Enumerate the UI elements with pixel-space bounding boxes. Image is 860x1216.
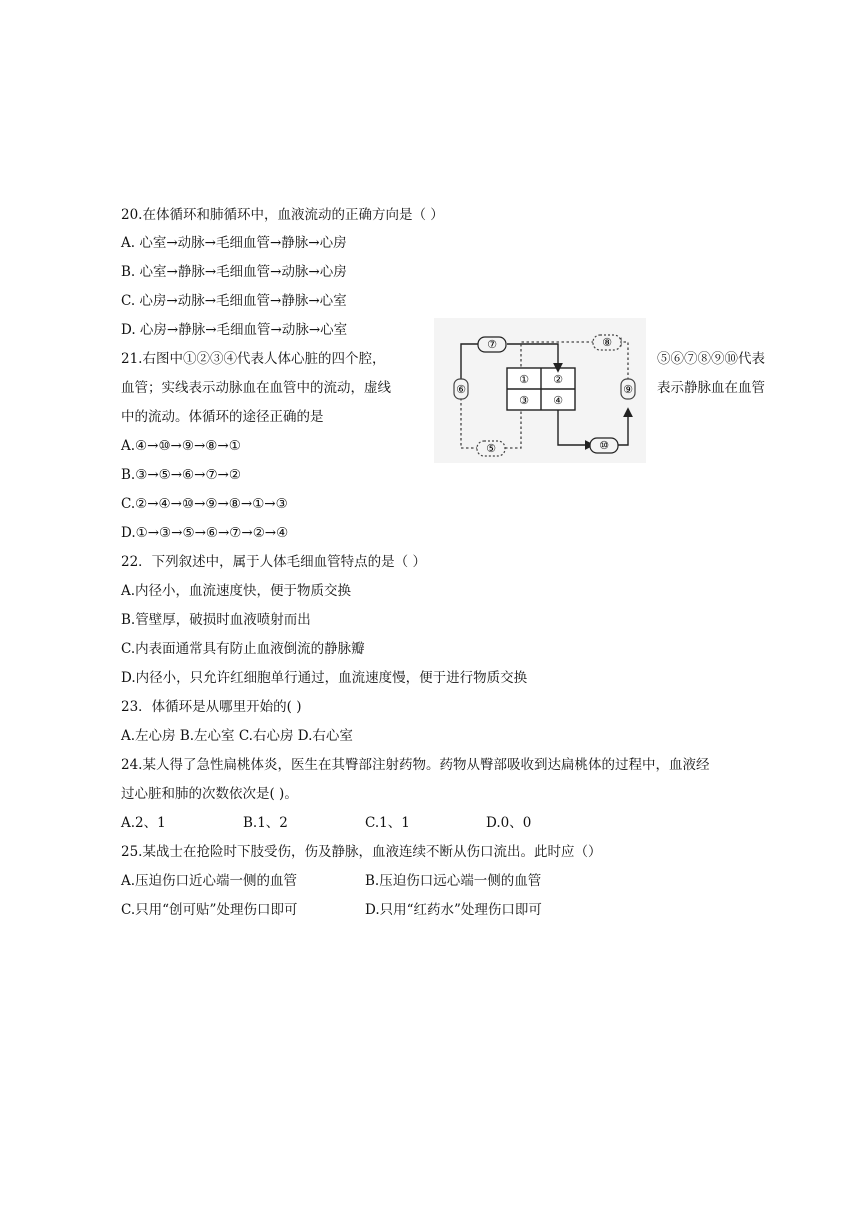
- q20-option-a: A. 心室→动脉→毛细血管→静脉→心房: [121, 235, 347, 251]
- q22-stem: 22．下列叙述中，属于人体毛细血管特点的是（ ）: [121, 554, 426, 570]
- vessel-10-label: ⑩: [599, 439, 609, 452]
- q21-stem-line2-right: 表示静脉血在血管: [657, 380, 765, 396]
- q24-stem-line2: 过心脏和肺的次数依次是( )。: [121, 786, 298, 802]
- vessel-4-to-10-solid: [558, 410, 592, 445]
- q22-option-d: D.内径小，只允许红细胞单行通过，血流速度慢，便于进行物质交换: [121, 670, 528, 686]
- q24-stem-line1: 24.某人得了急性扁桃体炎，医生在其臀部注射药物。药物从臀部吸收到达扁桃体的过程中，血液经: [121, 757, 710, 773]
- q25-option-c: C.只用“创可贴”处理伤口即可: [121, 902, 298, 918]
- q21-option-b: B.③→⑤→⑥→⑦→②: [121, 467, 241, 483]
- q23-stem: 23．体循环是从哪里开始的( ): [121, 699, 302, 715]
- q20-option-b: B. 心室→静脉→毛细血管→动脉→心房: [121, 264, 347, 280]
- chamber-4-label: ④: [553, 394, 563, 407]
- q20-option-c: C. 心房→动脉→毛细血管→静脉→心室: [121, 293, 347, 309]
- q21-option-a: A.④→⑩→⑨→⑧→①: [121, 438, 241, 454]
- q24-option-c: C.1、1: [365, 815, 410, 831]
- vessel-7-to-2-solid: [507, 344, 558, 370]
- vessel-7-label: ⑦: [487, 338, 497, 351]
- q25-stem: 25.某战士在抢险时下肢受伤，伤及静脉，血液连续不断从伤口流出。此时应（）: [121, 844, 602, 860]
- vessel-5-label: ⑤: [486, 442, 496, 455]
- circulation-diagram: [434, 318, 646, 463]
- circulation-diagram-svg: [434, 318, 646, 463]
- vessel-6-label: ⑥: [456, 383, 466, 396]
- q21-option-d: D.①→③→⑤→⑥→⑦→②→④: [121, 525, 289, 541]
- q21-stem-line1: 21.右图中①②③④代表人体心脏的四个腔，: [121, 351, 386, 367]
- q21-option-c: C.②→④→⑩→⑨→⑧→①→③: [121, 496, 288, 512]
- q21-stem-line2: 血管；实线表示动脉血在血管中的流动，虚线: [121, 380, 391, 396]
- q21-stem-line1-right: ⑤⑥⑦⑧⑨⑩代表: [657, 351, 765, 367]
- q21-stem-line3: 中的流动。体循环的途径正确的是: [121, 409, 324, 425]
- vessel-6-to-5-dashed: [461, 398, 477, 448]
- chamber-2-label: ②: [553, 373, 563, 386]
- q25-option-a: A.压迫伤口近心端一侧的血管: [121, 873, 298, 889]
- q20-stem: 20.在体循环和肺循环中，血液流动的正确方向是（ ）: [121, 207, 444, 223]
- q23-options: A.左心房 B.左心室 C.右心房 D.右心室: [121, 728, 353, 744]
- q22-option-a: A.内径小，血流速度快，便于物质交换: [121, 583, 352, 599]
- vessel-3-to-5-dashed: [500, 410, 521, 448]
- q25-option-d: D.只用“红药水”处理伤口即可: [365, 902, 542, 918]
- q24-option-a: A.2、1: [121, 815, 166, 831]
- chamber-1-label: ①: [519, 373, 529, 386]
- vessel-8-label: ⑧: [602, 336, 612, 349]
- vessel-9-label: ⑨: [623, 383, 633, 396]
- q20-option-d: D. 心房→静脉→毛细血管→动脉→心室: [121, 322, 348, 338]
- q24-option-b: B.1、2: [243, 815, 288, 831]
- q25-option-b: B.压迫伤口远心端一侧的血管: [365, 873, 542, 889]
- vessel-10-to-9-solid: [615, 410, 628, 445]
- chamber-3-label: ③: [519, 394, 529, 407]
- q22-option-c: C.内表面通常具有防止血液倒流的静脉瓣: [121, 641, 365, 657]
- q24-option-d: D.0、0: [486, 815, 532, 831]
- q22-option-b: B.管壁厚，破损时血液喷射而出: [121, 612, 311, 628]
